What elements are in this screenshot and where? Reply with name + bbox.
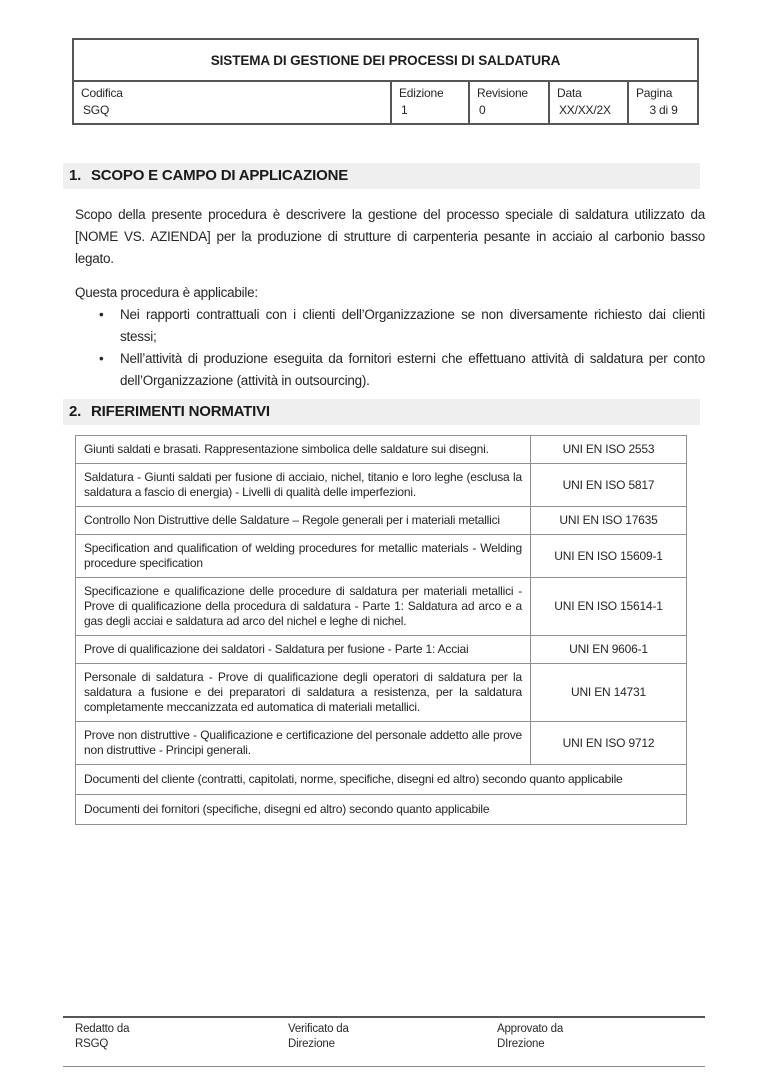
table-row: [76, 664, 687, 722]
field-label: Data: [557, 86, 582, 100]
list-item: [98, 348, 705, 392]
document-footer: [63, 1016, 705, 1067]
field-value: SGQ: [83, 103, 110, 117]
field-value: XX/XX/2X: [559, 103, 611, 117]
table-row: [76, 765, 687, 795]
bullet-icon: •: [99, 307, 104, 322]
header-field-pagina: [628, 81, 698, 124]
table-row: [76, 535, 687, 578]
bullet-icon: •: [99, 351, 104, 366]
table-row: [76, 636, 687, 664]
reference-description: Giunti saldati e brasati. Rappresentazione simbolica delle saldature sui disegni.: [76, 436, 531, 464]
header-field-data: [549, 81, 628, 124]
table-row: [76, 436, 687, 464]
field-label: Codifica: [81, 86, 123, 100]
footer-value: RSGQ: [75, 1038, 109, 1050]
reference-standard: UNI EN ISO 15614-1: [531, 578, 687, 636]
header-field-codifica: [73, 81, 391, 124]
scope-paragraph: Scopo della presente procedura è descrivere la gestione del processo speciale di saldatura utilizzato da [NOME VS. AZIENDA] per la produzione di strutture di carpenteria pesante in acciaio al carbonio basso legato.: [75, 207, 705, 266]
table-row: [76, 795, 687, 825]
list-item: [98, 304, 705, 348]
applicability-intro: Questa procedura è applicabile:: [75, 285, 258, 300]
footer-value: Direzione: [288, 1038, 335, 1050]
document-header-table: [72, 38, 699, 125]
section-scope-heading: [63, 163, 700, 189]
footer-col-verificato: [288, 1022, 497, 1052]
list-item-text: Nei rapporti contrattuali con i clienti dell’Organizzazione se non diversamente richiesto dai clienti stessi;: [120, 307, 705, 344]
reference-standard: UNI EN 14731: [531, 664, 687, 722]
footer-label: Verificato da: [288, 1023, 349, 1035]
field-label: Revisione: [477, 86, 528, 100]
reference-standard: UNI EN 9606-1: [531, 636, 687, 664]
reference-description: Specification and qualification of welding procedures for metallic materials - Welding procedure specification: [76, 535, 531, 578]
reference-description: Specificazione e qualificazione delle procedure di saldatura per materiali metallici - Prove di qualificazione della procedura di saldatura - Parte 1: Saldatura ad arco e a gas degli acciai e saldatura ad arco del nichel e leghe di nichel.: [76, 578, 531, 636]
footer-label: Redatto da: [75, 1023, 130, 1035]
section-number: 1.: [69, 167, 82, 184]
reference-description: Prove di qualificazione dei saldatori - Saldatura per fusione - Parte 1: Acciai: [76, 636, 531, 664]
reference-description: Saldatura - Giunti saldati per fusione di acciaio, nichel, titanio e loro leghe (esclusa la saldatura a fascio di energia) - Livelli di qualità delle imperfezioni.: [76, 464, 531, 507]
field-label: Pagina: [636, 86, 673, 100]
header-field-edizione: [391, 81, 469, 124]
footer-value: DIrezione: [497, 1038, 545, 1050]
reference-standard: UNI EN ISO 5817: [531, 464, 687, 507]
section-references-heading: [63, 399, 700, 425]
footer-label: Approvato da: [497, 1023, 564, 1035]
reference-description: Documenti del cliente (contratti, capitolati, norme, specifiche, disegni ed altro) secondo quanto applicabile: [76, 765, 687, 795]
table-row: [76, 722, 687, 765]
field-value: 1: [401, 103, 408, 117]
reference-description: Prove non distruttive - Qualificazione e certificazione del personale addetto alle prove non distruttive - Principi generali.: [76, 722, 531, 765]
normative-references-table: [75, 435, 687, 825]
reference-standard: UNI EN ISO 9712: [531, 722, 687, 765]
footer-col-approvato: [497, 1022, 705, 1052]
reference-standard: UNI EN ISO 17635: [531, 507, 687, 535]
reference-description: Controllo Non Distruttive delle Saldature – Regole generali per i materiali metallici: [76, 507, 531, 535]
field-label: Edizione: [399, 86, 444, 100]
reference-description: Personale di saldatura - Prove di qualificazione degli operatori di saldatura per la saldatura a fusione e dei preparatori di saldatura a resistenza, per la saldatura completamente meccanizzata ed automatica di materiali metallici.: [76, 664, 531, 722]
header-field-revisione: [469, 81, 549, 124]
page-number: 3 di 9: [649, 103, 678, 117]
section-number: 2.: [69, 403, 82, 420]
applicability-list: [98, 304, 705, 392]
table-row: [76, 507, 687, 535]
document-title: SISTEMA DI GESTIONE DEI PROCESSI DI SALDATURA: [73, 39, 698, 81]
table-row: [76, 464, 687, 507]
list-item-text: Nell’attività di produzione eseguita da fornitori esterni che effettuano attività di saldatura per conto dell’Organizzazione (attività in outsourcing).: [120, 351, 705, 388]
reference-description: Documenti dei fornitori (specifiche, disegni ed altro) secondo quanto applicabile: [76, 795, 687, 825]
reference-standard: UNI EN ISO 15609-1: [531, 535, 687, 578]
table-row: [76, 578, 687, 636]
footer-col-redatto: [75, 1022, 288, 1052]
reference-standard: UNI EN ISO 2553: [531, 436, 687, 464]
section-title: SCOPO E CAMPO DI APPLICAZIONE: [91, 167, 349, 184]
field-value: 0: [479, 103, 486, 117]
section-title: RIFERIMENTI NORMATIVI: [91, 403, 270, 420]
